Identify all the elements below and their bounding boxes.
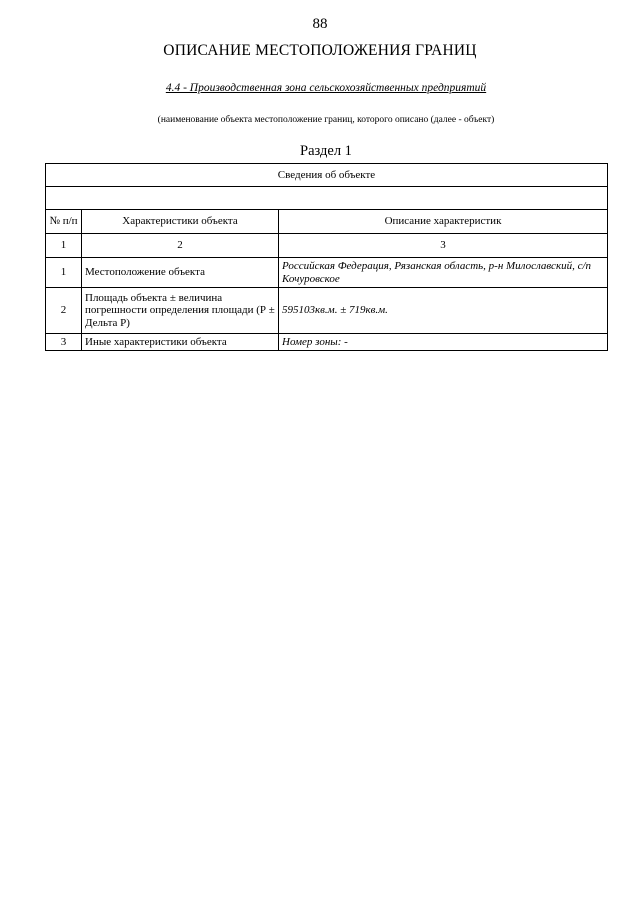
table-header-row (46, 164, 608, 187)
document-title: ОПИСАНИЕ МЕСТОПОЛОЖЕНИЯ ГРАНИЦ (163, 42, 477, 59)
row-description: Номер зоны: - (279, 334, 608, 351)
row-number: 2 (46, 288, 82, 334)
column-number-1: 1 (46, 234, 82, 258)
row-number: 3 (46, 334, 82, 351)
object-name (0, 82, 640, 94)
page-number: 88 (312, 16, 328, 32)
column-header-num: № п/п (46, 210, 82, 234)
column-header-description: Описание характеристик (279, 210, 608, 234)
column-number-3: 3 (279, 234, 608, 258)
column-number-2: 2 (82, 234, 279, 258)
row-characteristic: Иные характеристики объекта (82, 334, 279, 351)
table-column-headers (46, 210, 608, 234)
table-column-numbers (46, 234, 608, 258)
table-row (46, 334, 608, 351)
object-info-table (45, 163, 608, 351)
table-empty-cell (46, 187, 608, 210)
section-title: Раздел 1 (300, 143, 352, 159)
row-description: 595103кв.м. ± 719кв.м. (279, 288, 608, 334)
table-header: Сведения об объекте (46, 164, 608, 187)
table-row (46, 258, 608, 288)
row-characteristic: Местоположение объекта (82, 258, 279, 288)
row-number: 1 (46, 258, 82, 288)
row-description: Российская Федерация, Рязанская область, р-н Милославский, с/п Кочуровское (279, 258, 608, 288)
column-header-characteristic: Характеристики объекта (82, 210, 279, 234)
table-row (46, 288, 608, 334)
table-empty-row (46, 187, 608, 210)
object-name-text: 4.4 - Производственная зона сельскохозяйственных предприятий (165, 82, 487, 94)
object-caption: (наименование объекта местоположение границ, которого описано (далее - объект) (157, 115, 495, 125)
row-characteristic: Площадь объекта ± величина погрешности определения площади (Р ± Дельта Р) (82, 288, 279, 334)
